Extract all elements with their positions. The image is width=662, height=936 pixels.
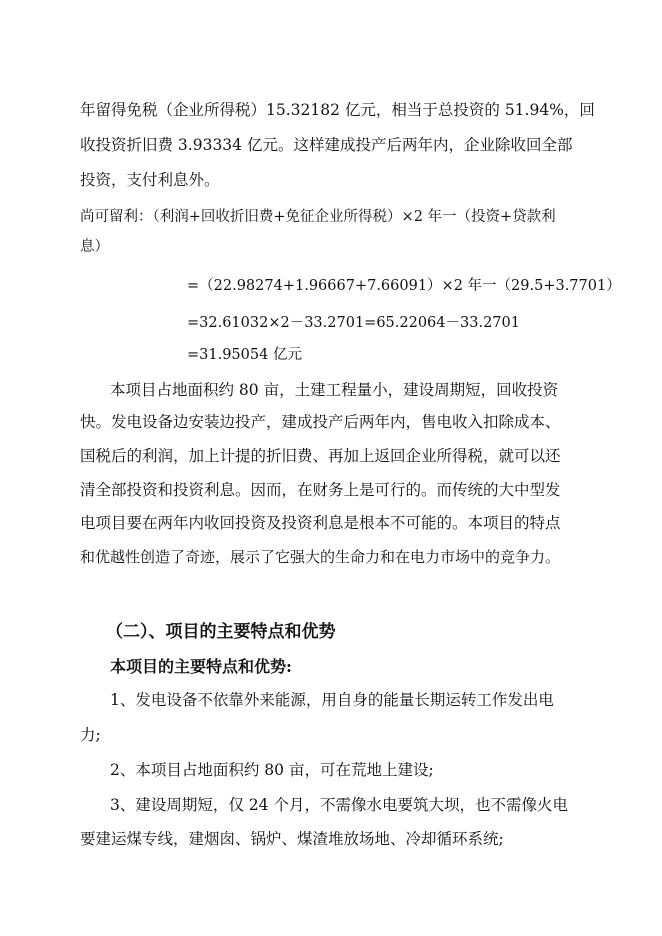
text-line: 清全部投资和投资利息。因而，在财务上是可行的。而传统的大中型发	[80, 481, 561, 499]
section-heading: （二）、项目的主要特点和优势	[106, 622, 336, 642]
text-line: 电项目要在两年内收回投资及投资利息是根本不可能的。本项目的特点	[80, 514, 561, 532]
list-item: 3、建设周期短，仅 24 个月，不需像水电要筑大坝，也不需像火电	[110, 796, 568, 814]
text-line: 收投资折旧费 3.93334 亿元。这样建成投产后两年内，企业除收回全部	[80, 136, 573, 154]
formula-step: =32.61032×2－33.2701=65.22064－33.2701	[187, 315, 520, 331]
text-line: 投资，支付利息外。	[80, 171, 220, 189]
list-item: 力;	[80, 726, 101, 744]
text-line: 本项目占地面积约 80 亩，土建工程量小，建设周期短，回收投资	[110, 381, 559, 399]
list-item: 1、发电设备不依靠外来能源，用自身的能量长期运转工作发出电	[110, 691, 554, 709]
text-line: 年留得免税（企业所得税）15.32182 亿元，相当于总投资的 51.94%，回	[80, 101, 595, 119]
formula-label: 尚可留利：（利润+回收折旧费+免征企业所得税）×2 年一（投资+贷款利	[80, 209, 556, 225]
list-item: 要建运煤专线，建烟囱、锅炉、煤渣堆放场地、冷却循环系统;	[80, 830, 504, 848]
list-item: 2、本项目占地面积约 80 亩，可在荒地上建设;	[110, 761, 434, 779]
text-line: 国税后的利润，加上计提的折旧费、再加上返回企业所得税，就可以还	[80, 447, 561, 465]
formula-result: =31.95054 亿元	[187, 347, 302, 363]
text-line: 和优越性创造了奇迹，展示了它强大的生命力和在电力市场中的竞争力。	[80, 548, 561, 566]
section-subheading: 本项目的主要特点和优势:	[110, 657, 292, 676]
text-line: 快。发电设备边安装边投产，建成投产后两年内，售电收入扣除成本、	[80, 413, 561, 431]
formula-step: =（22.98274+1.96667+7.66091）×2 年一（29.5+3.7701）	[187, 278, 621, 294]
formula-label: 息）	[80, 239, 109, 255]
